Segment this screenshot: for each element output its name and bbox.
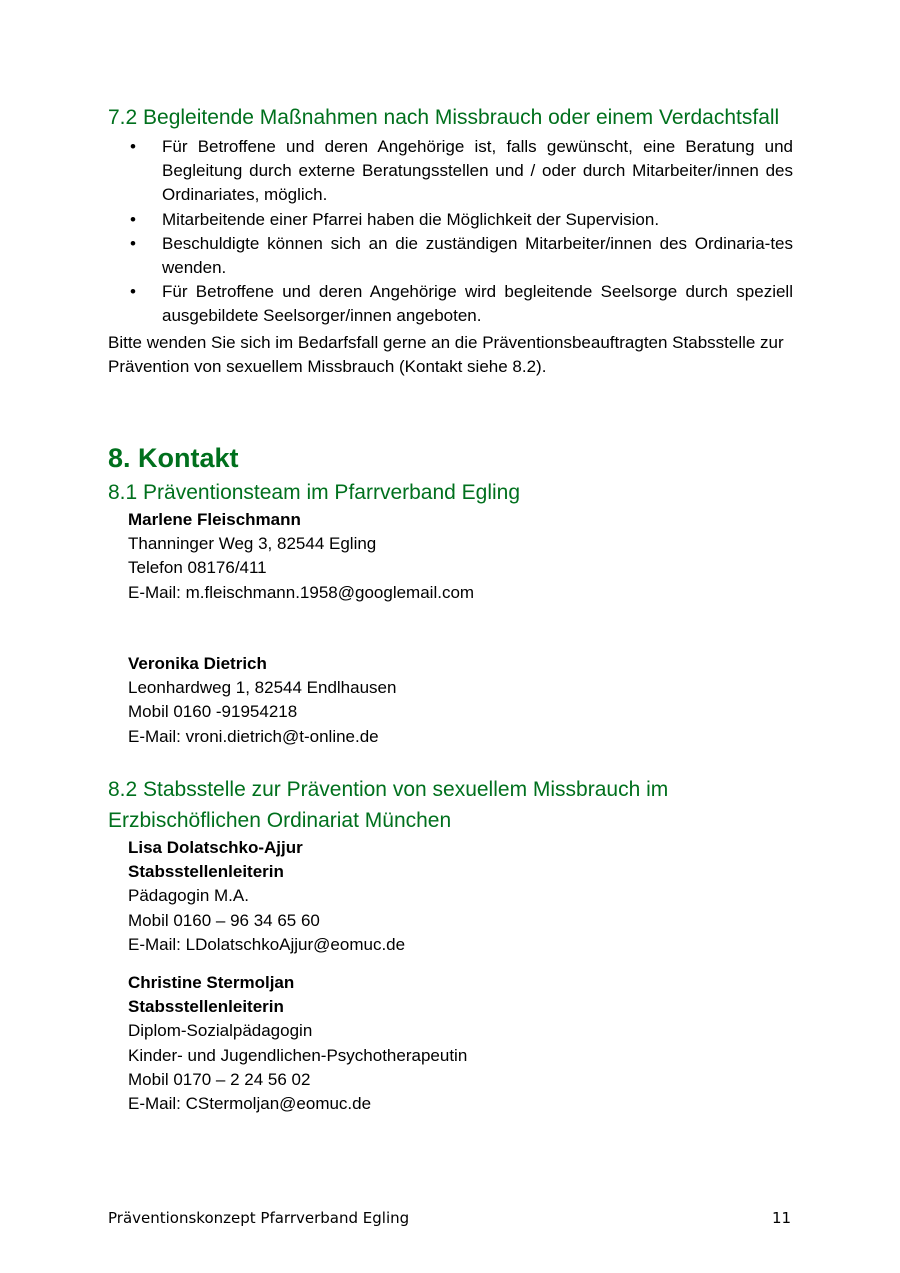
list-item <box>130 232 793 280</box>
contact-email: E-Mail: vroni.dietrich@t-online.de <box>128 726 379 746</box>
page-number: 11 <box>772 1209 792 1227</box>
list-item <box>130 208 793 232</box>
contact-detail: Pädagogin M.A. <box>128 886 249 906</box>
contact-card-dietrich <box>128 652 768 749</box>
section-8-2-heading-line1: 8.2 Stabsstelle zur Prävention von sexuellem Missbrauch im <box>108 778 669 801</box>
contact-role: Stabsstellenleiterin <box>128 997 284 1017</box>
contact-role: Stabsstellenleiterin <box>128 862 284 882</box>
contact-request-paragraph: Bitte wenden Sie sich im Bedarfsfall gerne an die Präventionsbeauftragten Stabsstelle zur Prävention von sexuellem Missbrauch (Kontakt siehe 8.2). <box>108 333 784 377</box>
list-item <box>130 280 793 328</box>
bullet-icon: • <box>130 137 136 156</box>
section-7-2-heading: 7.2 Begleitende Maßnahmen nach Missbrauch oder einem Verdachtsfall <box>108 106 780 129</box>
list-item-text: Für Betroffene und deren Angehörige wird begleitende Seelsorge durch speziell ausgebildete Seelsorger/innen angeboten. <box>162 282 793 326</box>
contact-phone: Mobil 0160 -91954218 <box>128 702 298 722</box>
contact-phone: Telefon 08176/411 <box>128 558 267 578</box>
contact-email: E-Mail: m.fleischmann.1958@googlemail.com <box>128 582 475 602</box>
footer-title: Präventionskonzept Pfarrverband Egling <box>108 1209 410 1227</box>
section-8-heading: 8. Kontakt <box>108 443 239 473</box>
list-item <box>130 135 793 208</box>
contact-card-dolatschko <box>128 836 768 957</box>
contact-name: Veronika Dietrich <box>128 654 267 673</box>
list-item-text: Für Betroffene und deren Angehörige ist, falls gewünscht, eine Beratung und Begleitung durch externe Beratungsstellen und / oder durch Mitarbeiter/innen des Ordinariates, möglich. <box>162 137 793 205</box>
bullet-icon: • <box>130 282 136 302</box>
list-item-text: Beschuldigte können sich an die zuständigen Mitarbeiter/innen des Ordinaria-tes wenden. <box>162 233 793 278</box>
section-8-2-heading-line2: Erzbischöflichen Ordinariat München <box>108 809 452 832</box>
bullet-icon: • <box>130 233 136 253</box>
contact-phone: Mobil 0170 – 2 24 56 02 <box>128 1069 311 1089</box>
contact-name: Marlene Fleischmann <box>128 510 301 529</box>
contact-name: Lisa Dolatschko-Ajjur <box>128 838 303 857</box>
contact-address: Thanninger Weg 3, 82544 Egling <box>128 534 377 554</box>
contact-detail: Diplom-Sozialpädagogin <box>128 1021 313 1041</box>
contact-address: Leonhardweg 1, 82544 Endlhausen <box>128 678 397 698</box>
contact-phone: Mobil 0160 – 96 34 65 60 <box>128 910 320 930</box>
bullet-icon: • <box>130 209 136 229</box>
contact-name: Christine Stermoljan <box>128 973 295 992</box>
contact-email: E-Mail: LDolatschkoAjjur@eomuc.de <box>128 934 406 954</box>
contact-card-fleischmann <box>128 508 768 605</box>
contact-card-stermoljan <box>128 971 768 1116</box>
section-8-1-heading: 8.1 Präventionsteam im Pfarrverband Egling <box>108 481 521 504</box>
contact-email: E-Mail: CStermoljan@eomuc.de <box>128 1094 372 1114</box>
list-item-text: Mitarbeitende einer Pfarrei haben die Möglichkeit der Supervision. <box>162 209 660 229</box>
contact-detail: Kinder- und Jugendlichen-Psychotherapeutin <box>128 1045 468 1065</box>
measures-bullet-list <box>130 135 793 329</box>
